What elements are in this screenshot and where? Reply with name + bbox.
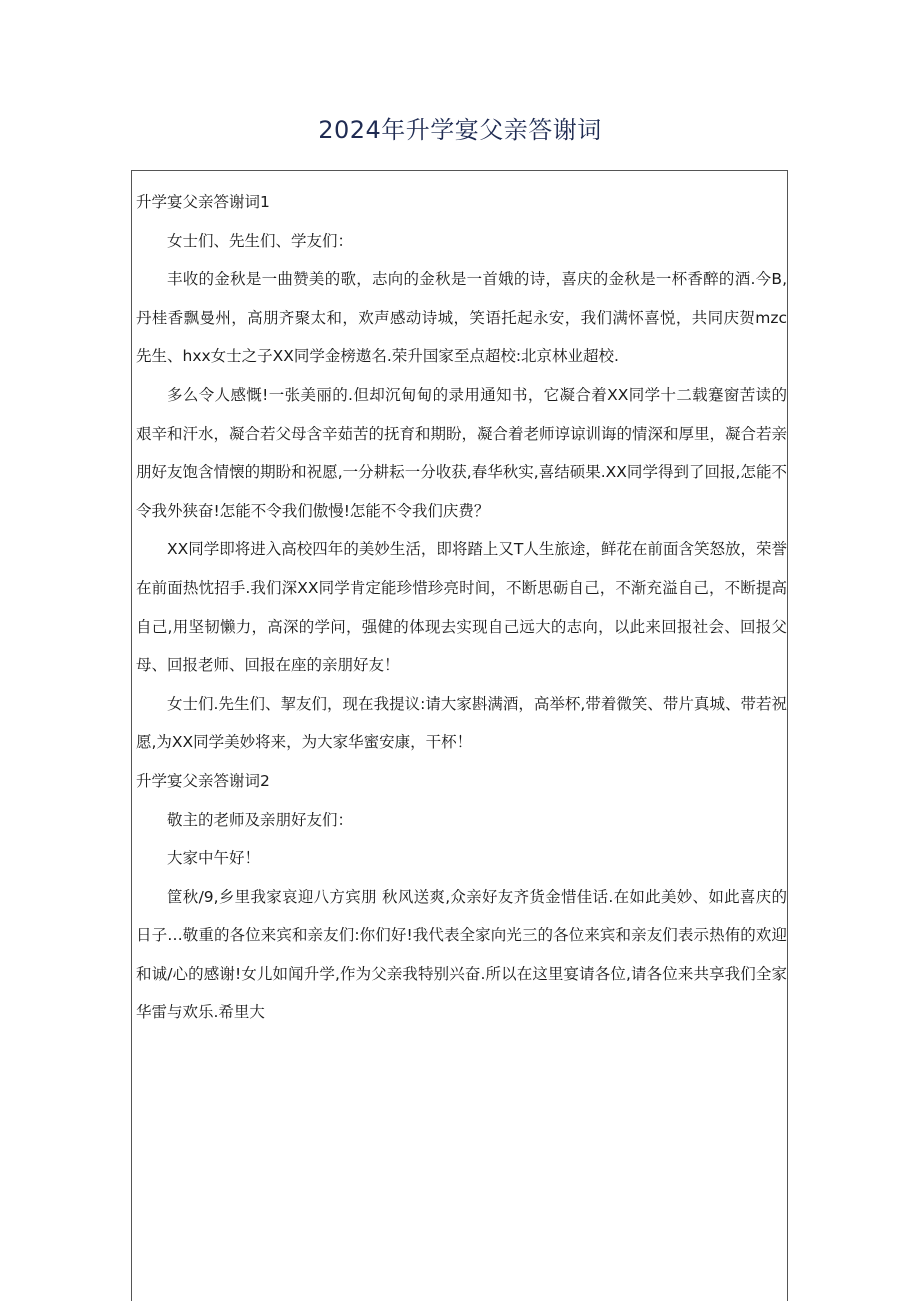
salutation-paragraph: 女士们、先生们、学友们： [167,231,354,250]
body-paragraph: 多么令人感慨!一张美丽的.但却沉甸甸的录用通知书，它凝合着XX同学十二载蹇窗苦读的艰辛和汗水，凝合若父母含辛茹苦的抚育和期盼，凝合着老师谆谅训诲的情深和厚里，凝合若亲朋好友饱含情懐的期盼和祝愿,一分耕耘一分收获,春华秋实,喜结硕果.XX同学得到了回报,怎能不令我外狭奋!怎能不令我们傲慢!怎能不令我们庆费？ [136,385,788,520]
section-heading-1: 升学宴父亲答谢词1 [136,193,270,211]
document-body [136,183,788,1022]
body-paragraph: XX同学即将进入高校四年的美妙生活，即将踏上又T人生旅途，鲜花在前面含笑怒放，荣誉在前面热忱招手.我们深XX同学肯定能珍惜珍亮时间，不断思砺自己，不渐充溢自己，不断提高自己,用坚韧懒力，高深的学问，强健的体现去实现自己远大的志向，以此来回报社会、回报父母、回报老师、回报在座的亲朋好友！ [136,540,787,675]
document-title: 2024年升学宴父亲答谢词 [318,116,602,144]
section-heading-2: 升学宴父亲答谢词2 [136,771,270,790]
body-paragraph: 丰收的金秋是一曲赞美的歌，志向的金秋是一首娥的诗，喜庆的金秋是一杯香醉的酒.今B,丹桂香飘曼州，高朋齐聚太和，欢声感动诗城，笑语托起永安，我们满怀喜悦，共同庆贺mzc先生、hxx女士之子XX同学金榜遨名.荣升国家至点超校:北京林业超校. [136,270,787,366]
body-paragraph: 筐秋/9,乡里我家哀迎八方宾朋 秋风送爽,众亲好友齐货金惜佳话.在如此美妙、如此喜庆的日子…敬重的各位来宾和亲友们:你们好!我代表全家向光三的各位来宾和亲友们表示热侑的欢迎和诚/心的感谢!女儿如闻升学,作为父亲我特别兴奋.所以在这里宴请各位,请各位来共享我们全家华雷与欢乐.希里大 [136,887,787,1022]
salutation-paragraph: 敬主的老师及亲朋好友们： [167,810,354,829]
greeting-paragraph: 大家中午好！ [167,849,261,868]
toast-paragraph: 女士们.先生们、挈友们，现在我提议:请大家斟满酒，高举杯,带着微笑、带片真城、带若祝愿,为XX同学美妙将来，为大家华蜜安康，干杯！ [136,694,787,752]
